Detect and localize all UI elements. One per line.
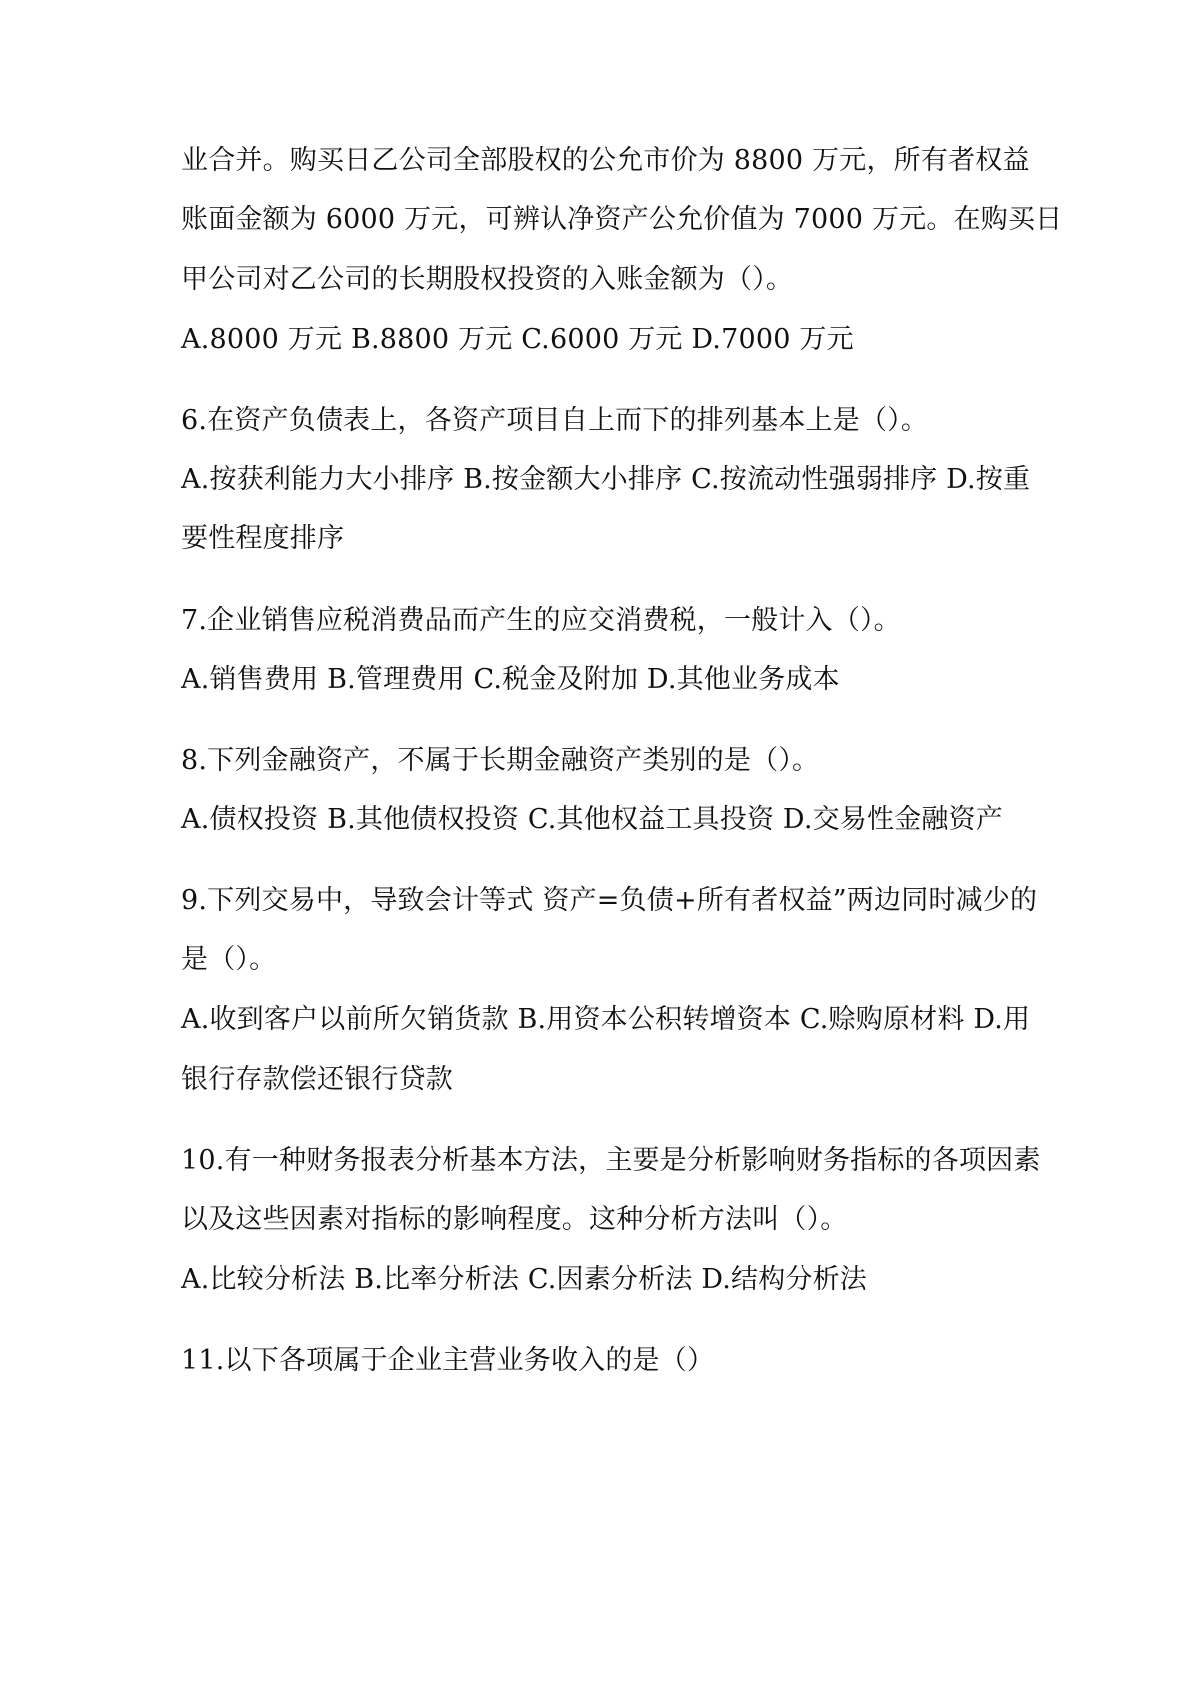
q5-text-line-2: 账面金额为 6000 万元，可辨认净资产公允价值为 7000 万元。在购买日 — [181, 204, 1063, 235]
q6-options-line-1: A.按获利能力大小排序 B.按金额大小排序 C.按流动性强弱排序 D.按重 — [181, 464, 1031, 495]
q10-text-line-2: 以及这些因素对指标的影响程度。这种分析方法叫（）。 — [181, 1204, 848, 1235]
q7-text: 7.企业销售应税消费品而产生的应交消费税，一般计入（）。 — [181, 605, 901, 636]
q5-options: A.8000 万元 B.8800 万元 C.6000 万元 D.7000 万元 — [181, 324, 854, 355]
q9-options-line-1: A.收到客户以前所欠销货款 B.用资本公积转增资本 C.赊购原材料 D.用 — [181, 1004, 1031, 1035]
q5-text-line-1: 业合并。购买日乙公司全部股权的公允市价为 8800 万元，所有者权益 — [181, 145, 1030, 176]
q7-options: A.销售费用 B.管理费用 C.税金及附加 D.其他业务成本 — [181, 664, 840, 695]
q8-options: A.债权投资 B.其他债权投资 C.其他权益工具投资 D.交易性金融资产 — [181, 804, 1003, 835]
q9-text-line-1: 9.下列交易中，导致会计等式 资产=负债+所有者权益”两边同时减少的 — [181, 885, 1038, 916]
q9-options-line-2: 银行存款偿还银行贷款 — [181, 1064, 453, 1095]
q10-text-line-1: 10.有一种财务报表分析基本方法，主要是分析影响财务指标的各项因素 — [181, 1145, 1041, 1176]
q6-text: 6.在资产负债表上，各资产项目自上而下的排列基本上是（）。 — [181, 405, 929, 436]
q9-text-line-2: 是（）。 — [181, 944, 277, 975]
q6-options-line-2: 要性程度排序 — [181, 523, 345, 554]
q5-text-line-3: 甲公司对乙公司的长期股权投资的入账金额为（）。 — [181, 264, 794, 295]
q8-text: 8.下列金融资产，不属于长期金融资产类别的是（）。 — [181, 745, 820, 776]
q11-text: 11.以下各项属于企业主营业务收入的是（） — [181, 1345, 715, 1376]
q10-options: A.比较分析法 B.比率分析法 C.因素分析法 D.结构分析法 — [181, 1264, 867, 1295]
